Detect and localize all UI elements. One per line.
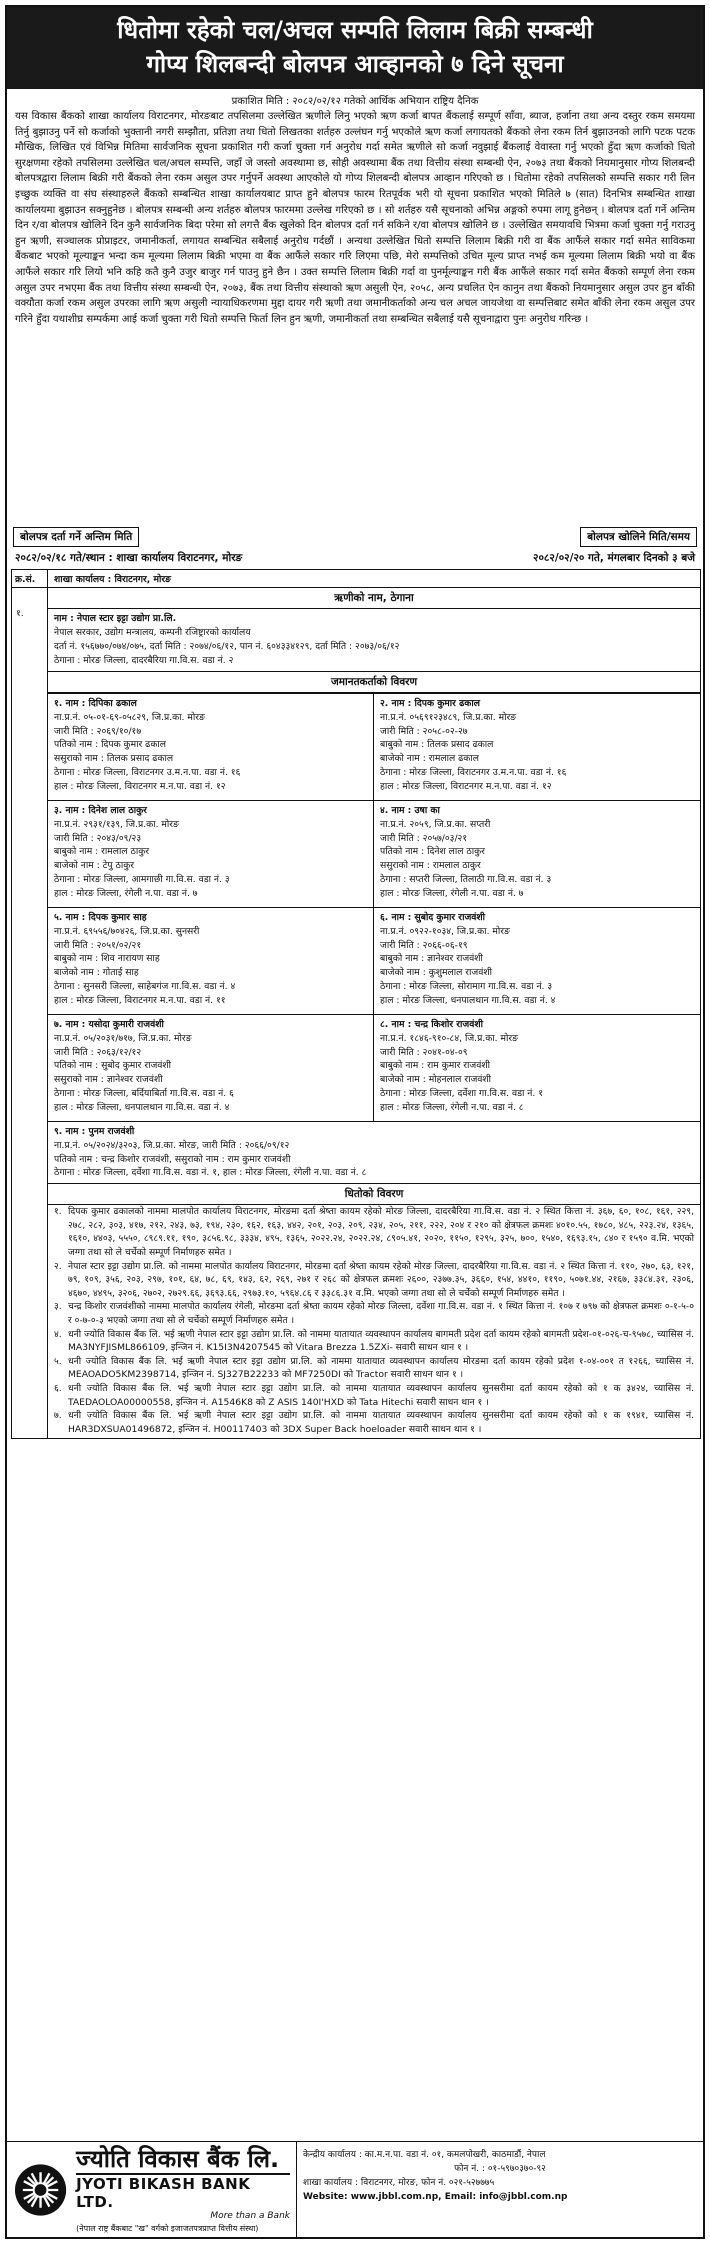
license-note: (नेपाल राष्ट्र बैंकबाट "ख" वर्गको इजाजतपत्रप्राप्त वित्तीय संस्था) bbox=[76, 2224, 259, 2233]
guarantor-line: हाल : मोरङ जिल्ला, धनपालथान गा.वि.स. वडा नं. ४ bbox=[54, 1101, 230, 1113]
guarantor-line: हाल : मोरङ जिल्ला, धनपालथान गा.वि.स. वडा नं. ४ bbox=[380, 994, 556, 1006]
head-office-phone: फोन नं. : ०१-५९७०३७०-९२ bbox=[454, 2164, 546, 2174]
guarantor-line: जारी मिति : २०४३/०९/२३ bbox=[54, 832, 142, 844]
bank-logo-icon bbox=[13, 2162, 68, 2218]
guarantor-line: जारी मिति : २०६३/१२/१२ bbox=[54, 1046, 142, 1058]
collateral-item bbox=[48, 1355, 700, 1382]
guarantor-line: जारी मिति : २०५७/०३/२१ bbox=[380, 832, 468, 844]
head-office: केन्द्रीय कार्यालय : का.म.न.पा. वडा नं. ०१, कमलपोखरी, काठमाडौं, नेपाल bbox=[303, 2150, 546, 2160]
deadline-values bbox=[15, 551, 695, 565]
guarantor-line: ना.प्र.नं. ०५६९१२३४८९, जि.प्र.का. मोरङ bbox=[380, 711, 517, 723]
guarantor-line: जारी मिति : २०५८-०२-२७ bbox=[380, 725, 468, 737]
opening-time-label: बोलपत्र खोलिने मिति/समय bbox=[580, 527, 697, 547]
guarantor-card bbox=[374, 907, 700, 1014]
collateral-text: धनी ज्योति विकास बैंक लि. भई ऋणी नेपाल स्टार इट्टा उद्योग प्रा.लि. को नाममा यातायात व्यवस्थापन कार्यालय मोरङमा दर्ता कायम रहेको प्रदेश १-०४-००१ त १२६६, च्यासिस नं. MEAOADO5KM2398714, इन्जिन नं. SJ327B22233 को MF7250DI को Tractor सवारी साधन थान १ । bbox=[68, 1355, 694, 1381]
collateral-item bbox=[48, 1328, 700, 1355]
guarantor-line: ठेगाना : मोरङ जिल्ला, आमगाछी गा.वि.स. वडा नं. ३ bbox=[54, 873, 230, 885]
bank-name-english: JYOTI BIKASH BANK LTD. bbox=[76, 2173, 290, 2211]
bank-website: Website: www.jbbl.com.np, Email: info@jbbl.com.np bbox=[303, 2192, 568, 2202]
collateral-text: नेपाल स्टार इट्टा उद्योग प्रा.लि. को नाममा मालपोत कार्यालय विराटनगर, मोरङमा दर्ता श्रेष्ता कायम रहेको मोरङ जिल्ला, दादरबैरिया गा.वि.स. वडा नं. २ स्थित कित्ता नं. ११०, २७०, ६३, १२१, ७९, १०९, ३५६, २०३, २९७, १०१, ६४, ७८, ६९, १४३, ६२, २६९, २७१ र २६८ को क्षेत्रफल क्रमशः २६००, २३७७.३५, ३६६०, १५४, ४४१०, ११९०, ५०७१.४४, २१६७, ३३८४.३१, २३०६, ४६७०, ४४९५, ३२०६, २७०२, २७२९.६६, ३६९३.६६, २९७३.१०, ५९६४.८६ र ३३८६.३१ व.मि. भएको जग्गा तथा सो ले चर्चेको सम्पूर्ण निर्माणहरु समेत । bbox=[68, 1260, 694, 1299]
office-header: शाखा कार्यालय : विराटनगर, मोरङ bbox=[48, 570, 701, 588]
collateral-number: १. bbox=[54, 1206, 62, 1218]
guarantor-line: जारी मिति : २०६९/१०/१७ bbox=[54, 725, 142, 737]
deadline-labels bbox=[13, 527, 697, 547]
collateral-list bbox=[48, 1205, 700, 1438]
guarantor-line: बाजेको नाम : कुशुमलाल राजवंशी bbox=[380, 967, 492, 979]
guarantor-line: हाल : मोरङ जिल्ला, रंगेली न.पा. वडा नं. ७ bbox=[54, 887, 198, 899]
guarantor-grid bbox=[48, 693, 700, 1121]
guarantor-name: १. नाम : दिपिका ढकाल bbox=[54, 698, 137, 709]
guarantor-line: हाल : मोरङ जिल्ला, विराटनगर म.न.पा. वडा नं. १२ bbox=[54, 780, 226, 792]
guarantor-line: बाजेको नाम : मोहनलाल राजवंशी bbox=[380, 1074, 492, 1086]
guarantor-line: जारी मिति : २०४१-०४-०९ bbox=[380, 1046, 468, 1058]
guarantor-card bbox=[374, 1014, 700, 1121]
collateral-number: ३. bbox=[54, 1301, 62, 1313]
guarantor-name: ८. नाम : चन्द्र किशोर राजवंशी bbox=[380, 1019, 483, 1030]
guarantor-card bbox=[48, 693, 374, 800]
guarantor-line: बाबुको नाम : रामलाल ठाकुर bbox=[54, 846, 150, 858]
register-deadline-label: बोलपत्र दर्ता गर्ने अन्तिम मिति bbox=[13, 527, 139, 547]
branch-office: शाखा कार्यालय : विराटनगर, मोरङ, फोन नं. ०२१-५२७७७५ bbox=[303, 2178, 495, 2188]
guarantor-name: ९. नाम : पुनम राजवंशी bbox=[54, 1126, 135, 1137]
collateral-item bbox=[48, 1382, 700, 1409]
guarantor-line: जारी मिति : २०५१/०२/२१ bbox=[54, 939, 142, 951]
guarantor-line: पतिको नाम : चन्द्र किशोर राजवंशी, ससुराको नाम : राम कुमार राजवंशी bbox=[54, 1153, 291, 1165]
title-line-2: गोप्य शिलबन्दी बोलपत्र आव्हानको ७ दिने सूचना bbox=[146, 50, 564, 78]
collateral-section-title: धितोको विवरण bbox=[48, 1183, 700, 1205]
guarantor-name: ५. नाम : दिपक कुमार साह bbox=[54, 912, 147, 923]
guarantor-line: पतिको नाम : सुबोद कुमार राजवंशी bbox=[54, 1060, 172, 1072]
sn-header: क्र.सं. bbox=[12, 570, 48, 588]
notice-title bbox=[7, 7, 703, 89]
row-number: १. bbox=[12, 588, 48, 1439]
guarantor-line: पतिको नाम : दिपक कुमार ढकाल bbox=[54, 739, 166, 751]
opening-time-value: २०८२/०२/२० गते, मंगलबार दिनको ३ बजे bbox=[533, 552, 695, 564]
guarantor-line: ठेगाना : मोरङ जिल्ला, बर्दियाबिर्ता गा.वि.स. वडा नं. ६ bbox=[54, 1087, 234, 1099]
bank-logo-area bbox=[7, 2142, 297, 2237]
collateral-item bbox=[48, 1300, 700, 1327]
bank-contact bbox=[297, 2142, 703, 2237]
collateral-text: धनी ज्योति विकास बैंक लि. भई ऋणी नेपाल स्टार इट्टा उद्योग प्रा.लि. को नाममा यातायात व्यवस्थापन कार्यालय सुनसरीमा दर्ता कायम रहेको को १ क १९४१, च्यासिस नं. HAR3DXSUA01496872, इन्जिन नं. H00117403 को 3DX Super Back hoeloader सवारी साधन थान १ । bbox=[68, 1410, 694, 1435]
guarantor-name: २. नाम : दिपक कुमार ढकाल bbox=[380, 698, 480, 709]
borrower-section-title: ऋणीको नाम, ठेगाना bbox=[48, 588, 700, 609]
notice-body: यस विकास बैंकको शाखा कार्यालय विराटनगर, मोरङबाट तपसिलमा उल्लेखित ऋणीले लिनु भएको ऋण कर्जा बापत बैंकलाई सम्पूर्ण साँवा, ब्याज, हर्जाना तथा अन्य दस्तुर रकम समयमा तिर्नु बुझाउनु पर्ने सो कर्जाको भुक्तानी नगरी सम्झौता, प्रतिज्ञा तथा धितो लिखतका शर्तहरु उल्लंघन गर्नु भएकोले ऋण कर्जा लगायतको बैंकको लेना रकम तिर्न बुझाउनको लागि पटक पटक मौखिक, लिखित एवं विभिन्न मितिमा सार्वजनिक सूचना प्रकाशित गरी कर्जा चुक्ता गर्न अनुरोध गर्दा समेत ऋणीले सो कर्जा नवुझाई बैंकलाई वेवास्ता गर्नु भएको हुँदा ऋण कर्जाको धितो सुरक्षणमा रहेको तपसिलमा उल्लेखित चल/अचल सम्पत्ति, जहाँ जे जस्तो अवस्थामा छ, सोही अवस्थामा बैंक तथा वित्तीय संस्था सम्बन्धी ऐन, २०७३ तथा बैंकको नियमानुसार गोप्य शिलबन्दी बोलपत्रद्वारा लिलाम बिक्री गरी बैंकको लेना रकम असुल उपर गर्नुपर्ने अवस्था आएकोले यो गोप्य शिलबन्दी बोलपत्र आव्हान गरिएको छ । धितोमा रहेको तपसिलको सम्पत्ति सकार गरी लिन इच्छुक व्यक्ति वा संघ संस्थाहरुले बैंकको सम्बन्धित शाखा कार्यालयबाट प्राप्त हुने बोलपत्र फारम रितपूर्वक भरी यो सूचना प्रकाशित भएको मितिले ७ (सात) दिनभित्र सम्बन्धित शाखा कार्यालयमा बुझाउन सक्नुहुनेछ । बोलपत्र सम्बन्धी अन्य शर्तहरु बोलपत्र फारममा उल्लेख गरिएको छ । सो शर्तहरु यसै सूचनाको अभिन्न अङ्गको रुपमा लागू हुनेछन् । बोलपत्र दर्ता गर्ने अन्तिम दिन र/वा बोलपत्र खोलिने दिन कुनै सार्वजनिक बिदा परेमा सो लगत्तै बैंक खुलेको दिन बोलपत्र दर्ता गर्न सकिने र/वा बोलपत्र खोलिने छ । उल्लेखित समयावधि भित्रमा कर्जा चुक्ता गर्नु गराउनु हुन ऋणी, सञ्चालक प्रोप्राइटर, जमानीकर्ता, लगायत सम्बन्धित सबैलाई अनुरोध गर्दछौं । अन्यथा उल्लेखित धितो सम्पत्ति लिलाम बिक्री गरी वा बैंक आफैंले सकार गर्दा समेत साविकमा बैंकबाट भएको मूल्याङ्कन भन्दा कम मूल्यमा लिलाम बिक्री भएमा वा बैंक आफैंले सकार गरि लिएमा पछि, मेरो सम्पत्तिको उचित मूल्य प्राप्त नभई कम मूल्यमा लिलाम बिक्री भयो वा बैंक आफैंले सकार गरि लियो भनि कहि कतै कुनै उजुर बाजुर गर्न पाउनु हुने छैन । उक्त सम्पत्ति लिलाम बिक्री गर्दा वा पुनर्मूल्याङ्कन गरी बैंक आफैंले सकार गर्दा समेत बैंकको सम्पूर्ण लेना रकम असुल उपर नभएमा बैंक तथा वित्तीय संस्था सम्बन्धी ऐन, २०७३, बैंक तथा वित्तीय संस्थाको ऋण असुली ऐन, २०५८, अन्य प्रचलित ऐन कानुन तथा बैंकको नियमानुसार असुल उपर हुन बाँकी वक्यौता कर्जा रकम असुल उपरका लागि ऋण असुली न्यायाधिकरणमा मुद्दा दायर गरी ऋणी तथा जमानीकर्ताको अन्य चल अचल जायजेथा वा सम्पत्तिबाट समेत बाँकी लेना रकम असुल उपर गरिने हुँदा यथाशीघ्र सम्पर्कमा आई कर्जा चुक्ता गरी धितो सम्पत्ति फिर्ता लिन हुन ऋणी, जमानीकर्ता तथा सम्बन्धित सबैलाई यसै सूचनाद्वारा पुनः अनुरोध गरिन्छ । bbox=[15, 111, 695, 325]
guarantor-line: ना.प्र.नं. ०५/२०२४/३२०३, जि.प्र.का. मोरङ, जारी मिति : २०६६/०९/१२ bbox=[54, 1139, 290, 1151]
guarantor-line: जारी मिति : २०६६-०६-१९ bbox=[380, 939, 468, 951]
guarantor-line: ना.प्र.नं. ०५-०१-६९-०५८२९, जि.प्र.का. मोरङ bbox=[54, 711, 205, 723]
guarantor-line: बाबुको नाम : तिलक प्रसाद ढकाल bbox=[380, 739, 494, 751]
guarantor-line: बाजेको नाम : गोताई साह bbox=[54, 967, 139, 979]
guarantor-line: ससुराको नाम : ज्ञानेश्वर राजवंशी bbox=[54, 1074, 163, 1086]
guarantor-line: बाबुको नाम : राम कुमार राजवंशी bbox=[380, 1060, 490, 1072]
collateral-number: ५. bbox=[54, 1355, 62, 1367]
guarantor-name: ३. नाम : दिनेश लाल ठाकुर bbox=[54, 805, 147, 816]
guarantor-card-wide bbox=[48, 1121, 700, 1183]
guarantor-line: पतिको नाम : दिनेश लाल ठाकुर bbox=[380, 846, 485, 858]
collateral-text: दिपक कुमार ढकालको नाममा मालपोत कार्यालय विराटनगर, मोरङमा दर्ता श्रेष्ता कायम रहेको मोरङ जिल्ला, दादरबैरिया गा.वि.स. वडा नं. २ स्थित कित्ता नं. ३६७, ६०, १०८, १६१, २२९, २७८, २८२, ३०३, ४१७, २१२, २४३, ७३, १९४, २३०, १६२, १६३, ४४२, २०१, २०३, २०९, २३४, २०५, २११, २२२, २०४ र २१० को क्षेत्रफल क्रमशः ४०१०.५५, १७८०, ४८५, २२३.२४, १३६५, १६१०, ४४०३, ५५५०, ८९८९.११, १९०, ३८५६.९८, ३३३४, ४९५, १३६५, २०२२.२४, २०२२.२४, ८९०५.४१, २०२०, ११५०, १२९५, ३२५, ७००, १५४०, १६९३.१५, ८४० र १५९० व.मि. भएको जग्गा तथा सो ले चर्चेको सम्पूर्ण निर्माणहरु समेत । bbox=[68, 1206, 694, 1258]
guarantor-line: ना.प्र.नं. १८४६-९१०-८४, जि.प्र.का. मोरङ bbox=[380, 1032, 518, 1044]
collateral-text: चन्द्र किशोर राजवंशीको नाममा मालपोत कार्यालय रंगेली, मोरङमा दर्ता श्रेष्ता कायम रहेको मोरङ जिल्ला, दर्वेशा गा.वि.स. वडा नं. १ स्थित कित्ता नं. १०७ र ७९७ को क्षेत्रफल क्रमशः ०-१-५-० र ०-७-०-३ भएको जग्गा तथा सो ले चर्चेको सम्पूर्ण निर्माणहरु समेत । bbox=[68, 1301, 694, 1326]
guarantor-section-title: जमानतकर्ताको विवरण bbox=[48, 671, 700, 693]
guarantor-line: हाल : मोरङ जिल्ला, रंगेली न.पा. वडा नं. ८ bbox=[380, 1101, 524, 1113]
guarantor-line: बाजेको नाम : रामलाल ढकाल bbox=[380, 753, 479, 765]
guarantor-card bbox=[374, 693, 700, 800]
guarantor-line: ठेगाना : मोरङ जिल्ला, विराटनगर उ.म.न.पा. वडा नं. १६ bbox=[380, 766, 567, 778]
guarantor-card bbox=[48, 907, 374, 1014]
published-date: प्रकाशित मिति : २०८२/०२/१२ गतेको आर्थिक अभियान राष्ट्रिय दैनिक bbox=[231, 96, 479, 107]
guarantor-line: बाबुको नाम : ज्ञानेश्वर राजवंशी bbox=[380, 953, 483, 965]
collateral-number: ४. bbox=[54, 1328, 62, 1340]
guarantor-line: बाजेको नाम : टेपु ठाकुर bbox=[54, 860, 135, 872]
guarantor-line: ससुराको नाम : तिलक प्रसाद ढकाल bbox=[54, 753, 174, 765]
guarantor-line: ठेगाना : मोरङ जिल्ला, दर्वेशा गा.वि.स. वडा नं. १, हाल : मोरङ जिल्ला, रंगेली न.पा. वडा नं. ८ bbox=[54, 1167, 367, 1179]
collateral-text: धनी ज्योति विकास बैंक लि. भई ऋणी नेपाल स्टार इट्टा उद्योग प्रा.लि. को नाममा यातायात व्यवस्थापन कार्यालय बागमती प्रदेश दर्ता कायम रहेको बागमती प्रदेश-०१-०२६-च-९५७८, च्यासिस नं. MA3NYFJISML866109, इन्जिन नं. K15I3N4207545 को Vitara Brezza 1.5ZXi- सवारी साधन थान १ । bbox=[68, 1328, 694, 1354]
title-line-1: धितोमा रहेको चल/अचल सम्पति लिलाम बिक्री सम्बन्धी bbox=[117, 16, 593, 44]
guarantor-card bbox=[48, 1014, 374, 1121]
guarantor-name: ७. नाम : यसोदा कुमारी राजवंशी bbox=[54, 1019, 164, 1030]
bank-name-nepali: ज्योति विकास बैंक लि. bbox=[76, 2145, 280, 2173]
guarantor-line: ससुराको नाम : रामलाल ठाकुर bbox=[380, 860, 481, 872]
collateral-number: ६. bbox=[54, 1382, 62, 1394]
guarantor-line: ना.प्र.नं. ६९५५६/७०४२६, जि.प्र.का. सुनसरी bbox=[54, 925, 200, 937]
borrower-name: नाम : नेपाल स्टार इट्टा उद्योग प्रा.लि. bbox=[54, 613, 177, 624]
collateral-text: धनी ज्योति विकास बैंक लि. भई ऋणी नेपाल स्टार इट्टा उद्योग प्रा.लि. को नाममा यातायात व्यवस्थापन कार्यालय सुनसरीमा दर्ता कायम रहेको को १ क ३४२४, च्यासिस नं. TAEDAOLOA00000558, इन्जिन नं. A1546K8 को Z ASIS 140I'HXD को Tata Hitechi सवारी साधन थान १ । bbox=[68, 1382, 694, 1408]
row-details bbox=[48, 588, 701, 1439]
bank-logo-text bbox=[76, 2145, 290, 2234]
collateral-item bbox=[48, 1205, 700, 1259]
guarantor-name: ४. नाम : उषा का bbox=[380, 805, 440, 816]
bank-tagline: More than a Bank bbox=[210, 2211, 290, 2221]
guarantor-line: हाल : मोरङ जिल्ला, विराटनगर म.न.पा. वडा नं. ११ bbox=[54, 994, 226, 1006]
guarantor-line: ना.प्र.नं. २०५९, जि.प्र.का. सप्तरी bbox=[380, 818, 491, 830]
guarantor-card bbox=[48, 800, 374, 907]
borrower-info bbox=[48, 609, 700, 671]
details-table bbox=[11, 569, 701, 1439]
guarantor-name: ६. नाम : सुबोद कुमार राजवंशी bbox=[380, 912, 485, 923]
guarantor-line: ठेगाना : मोरङ जिल्ला, विराटनगर उ.म.न.पा. वडा नं. १६ bbox=[54, 766, 241, 778]
borrower-line: नेपाल सरकार, उद्योग मन्त्रालय, कम्पनी रजिष्ट्रारको कार्यालय bbox=[54, 627, 251, 638]
guarantor-line: ना.प्र.नं. ०९२२-१०३४, जि.प्र.का. मोरङ bbox=[380, 925, 510, 937]
collateral-number: ७. bbox=[54, 1410, 62, 1422]
guarantor-line: बाबुको नाम : शिव नारायण साह bbox=[54, 953, 160, 965]
collateral-number: २. bbox=[54, 1260, 62, 1272]
register-deadline-value: २०८२/०२/१८ गते/स्थान : शाखा कार्यालय विराटनगर, मोरङ bbox=[15, 552, 243, 564]
notice-page bbox=[5, 5, 705, 2239]
guarantor-line: ठेगाना : मोरङ जिल्ला, दर्वेशा गा.वि.स. वडा नं. १ bbox=[380, 1087, 544, 1099]
guarantor-line: ना.प्र.नं. २९३१/१३९, जि.प्र.का. मोरङ bbox=[54, 818, 179, 830]
borrower-line: ठेगाना : मोरङ जिल्ला, दादरबैरिया गा.वि.स. वडा नं. २ bbox=[54, 655, 234, 666]
guarantor-line: ना.प्र.नं. ०५/२०३१/७१७, जि.प्र.का. मोरङ bbox=[54, 1032, 192, 1044]
guarantor-line: ठेगाना : सप्तरी जिल्ला, तिलाठी गा.वि.स. वडा नं. ३ bbox=[380, 873, 552, 885]
collateral-item bbox=[48, 1260, 700, 1301]
guarantor-line: हाल : मोरङ जिल्ला, विराटनगर म.न.पा. वडा नं. १२ bbox=[380, 780, 552, 792]
collateral-item bbox=[48, 1409, 700, 1436]
guarantor-line: ठेगाना : सुनसरी जिल्ला, साहेबगंज गा.वि.स. वडा नं. ४ bbox=[54, 980, 236, 992]
borrower-line: दर्ता नं. १५६७७०/०७४/०७५, दर्ता मिति : २०७४/०६/१२, पान नं. ६०४३३४१२९, दर्ता मिति : २०७३/०६/१२ bbox=[54, 641, 400, 652]
guarantor-line: ठेगाना : मोरङ जिल्ला, सोरामाग गा.वि.स. वडा नं. ३ bbox=[380, 980, 553, 992]
bank-footer bbox=[7, 2141, 703, 2237]
guarantor-card bbox=[374, 800, 700, 907]
guarantor-line: हाल : मोरङ जिल्ला, रंगेली न.पा. वडा नं. ७ bbox=[380, 887, 524, 899]
